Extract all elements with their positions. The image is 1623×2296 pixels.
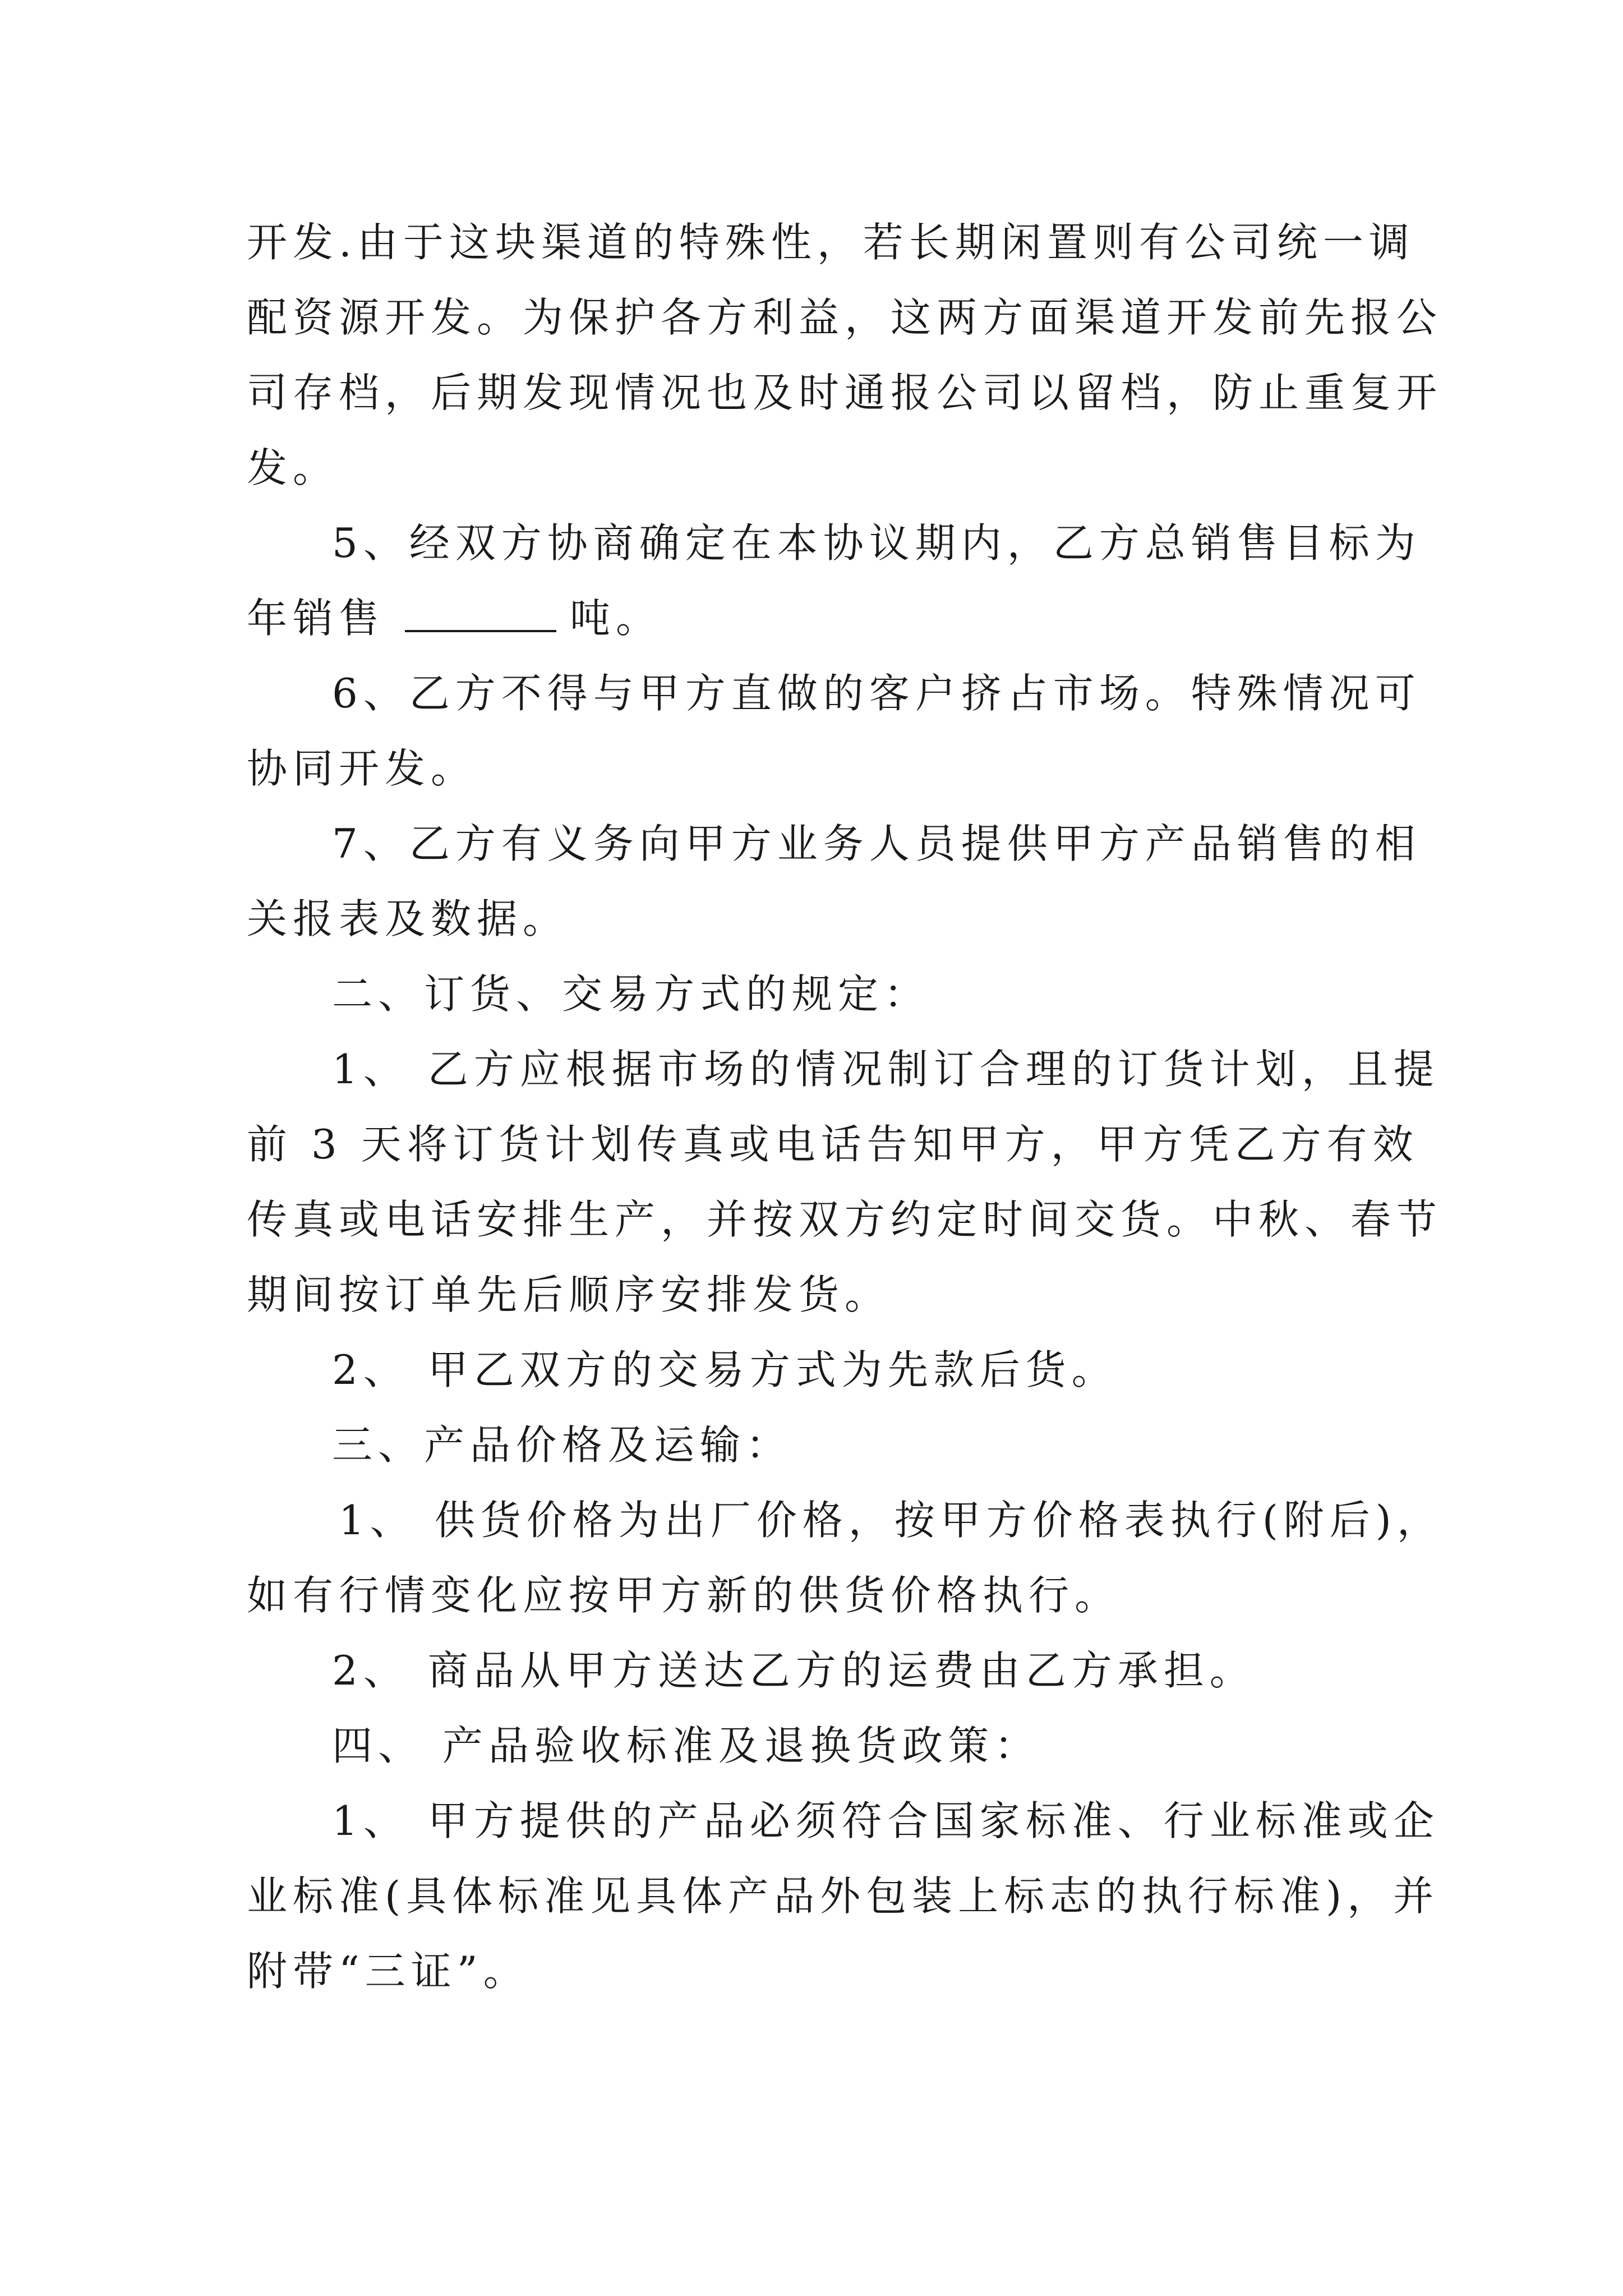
text-line: 附带“三证”。: [247, 1948, 529, 1995]
text-line: 5、经双方协商确定在本协议期内，乙方总销售目标为: [332, 519, 1421, 567]
sales-target-line: [247, 591, 662, 645]
text-line: 1、 甲方提供的产品必须符合国家标准、行业标准或企: [332, 1797, 1440, 1844]
text-line: 发。: [247, 444, 339, 491]
text-line: 前 3 天将订货计划传真或电话告知甲方，甲方凭乙方有效: [247, 1121, 1419, 1168]
text-fragment: 年销售: [247, 595, 385, 642]
section-heading: 二、订货、交易方式的规定：: [332, 970, 930, 1018]
text-line: 如有行情变化应按甲方新的供货价格执行。: [247, 1572, 1121, 1619]
text-line: 开发.由于这块渠道的特殊性，若长期闲置则有公司统一调: [247, 219, 1415, 266]
text-line: 协同开发。: [247, 745, 477, 792]
text-line: 2、 商品从甲方送达乙方的运费由乙方承担。: [332, 1647, 1256, 1694]
text-fragment: 吨。: [570, 595, 662, 642]
blank-field: [405, 596, 556, 632]
text-line: 期间按订单先后顺序安排发货。: [247, 1271, 891, 1318]
text-line: 配资源开发。为保护各方利益，这两方面渠道开发前先报公: [247, 294, 1443, 341]
text-line: 1、 乙方应根据市场的情况制订合理的订货计划，且提: [332, 1046, 1440, 1093]
text-line: 7、乙方有义务向甲方业务人员提供甲方产品销售的相: [332, 820, 1421, 867]
text-line: 6、乙方不得与甲方直做的客户挤占市场。特殊情况可: [332, 670, 1421, 717]
section-heading: 四、 产品验收标准及退换货政策：: [332, 1722, 1040, 1769]
text-line: 传真或电话安排生产，并按双方约定时间交货。中秋、春节: [247, 1196, 1443, 1243]
text-line: 业标准(具体标准见具体产品外包装上标志的执行标准)，并: [247, 1872, 1440, 1920]
text-line: 司存档，后期发现情况也及时通报公司以留档，防止重复开: [247, 369, 1443, 416]
text-line: 关报表及数据。: [247, 895, 569, 942]
text-line: 2、 甲乙双方的交易方式为先款后货。: [332, 1346, 1118, 1393]
section-heading: 三、产品价格及运输：: [332, 1421, 792, 1469]
text-line: 1、 供货价格为出厂价格，按甲方价格表执行(附后)，: [339, 1497, 1443, 1544]
